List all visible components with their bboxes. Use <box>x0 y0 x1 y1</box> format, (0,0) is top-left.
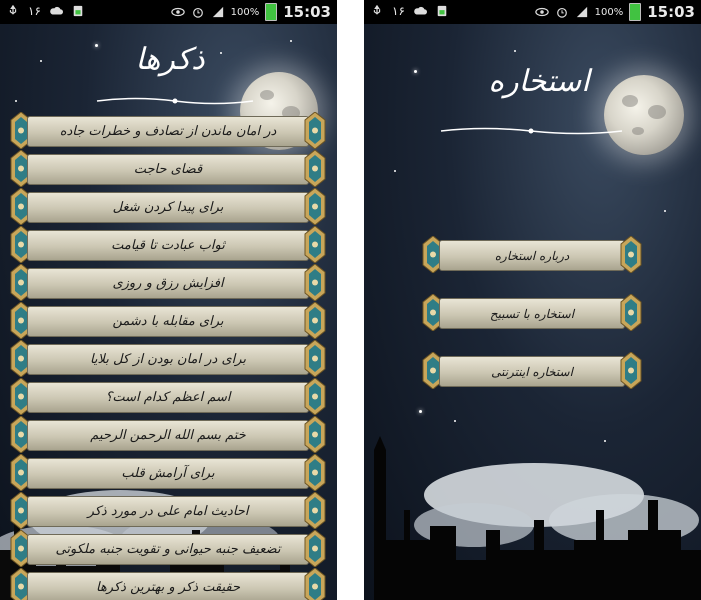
ornament-cap-icon <box>303 530 327 567</box>
star <box>664 210 666 212</box>
title-flourish <box>439 126 624 136</box>
ornament-cap-icon <box>303 340 327 377</box>
ornament-cap-icon <box>619 236 643 273</box>
star <box>15 100 17 102</box>
menu-item-label: برای در امان بودن از کل بلایا <box>27 344 309 375</box>
ornament-cap-icon <box>619 352 643 389</box>
battery-percent: 100% <box>594 6 624 18</box>
page-title: ذکرها <box>135 42 205 77</box>
ornament-cap-icon <box>303 226 327 263</box>
signal-number: ١۶ <box>28 4 41 18</box>
clock: 15:03 <box>647 3 695 21</box>
page-title: استخاره <box>488 64 590 99</box>
star <box>514 50 516 52</box>
menu-item[interactable] <box>9 416 327 453</box>
menu-item[interactable] <box>9 378 327 415</box>
alarm-icon <box>555 6 569 18</box>
ornament-cap-icon <box>303 112 327 149</box>
sim-icon <box>435 5 449 17</box>
usb-icon <box>6 5 20 17</box>
menu-item-label: افزایش رزق و روزی <box>27 268 309 299</box>
menu-item-label: حقیقت ذکر و بهترین ذکرها <box>27 572 309 600</box>
left-phone-screen <box>0 0 337 600</box>
menu-item[interactable] <box>9 530 327 567</box>
menu-item-label: اسم اعظم کدام است؟ <box>27 382 309 413</box>
eye-icon <box>535 6 549 18</box>
menu-item-label: برای پیدا کردن شغل <box>27 192 309 223</box>
signal-number: ١۶ <box>392 4 405 18</box>
ornament-cap-icon <box>303 416 327 453</box>
menu-item[interactable] <box>9 112 327 149</box>
menu-item-label: تضعیف جنبه حیوانی و تقویت جنبه ملکوتی <box>27 534 309 565</box>
menu-item[interactable] <box>9 454 327 491</box>
button-label: استخاره با تسبیح <box>439 298 625 329</box>
status-bar <box>364 0 701 24</box>
menu-item[interactable] <box>9 340 327 377</box>
menu-item-label: ثواب عبادت تا قیامت <box>27 230 309 261</box>
usb-icon <box>370 5 384 17</box>
battery-percent: 100% <box>230 6 260 18</box>
battery-icon <box>629 3 641 21</box>
sim-icon <box>71 5 85 17</box>
menu-item[interactable] <box>9 226 327 263</box>
istikhara-button[interactable] <box>421 294 643 330</box>
menu-item-label: ختم بسم الله الرحمن الرحیم <box>27 420 309 451</box>
menu-item-label: قضای حاجت <box>27 154 309 185</box>
ornament-cap-icon <box>303 492 327 529</box>
ornament-cap-icon <box>303 454 327 491</box>
ornament-cap-icon <box>303 188 327 225</box>
eye-icon <box>171 6 185 18</box>
signal-icon <box>575 6 589 18</box>
menu-item-label: برای مقابله با دشمن <box>27 306 309 337</box>
menu-item[interactable] <box>9 302 327 339</box>
menu-item[interactable] <box>9 492 327 529</box>
istikhara-button[interactable] <box>421 352 643 388</box>
menu-item-label: احادیث امام علی در مورد ذکر <box>27 496 309 527</box>
ornament-cap-icon <box>303 378 327 415</box>
menu-item[interactable] <box>9 568 327 600</box>
star <box>454 420 456 422</box>
signal-icon <box>211 6 225 18</box>
right-phone-screen <box>364 0 701 600</box>
button-label: درباره استخاره <box>439 240 625 271</box>
menu-item[interactable] <box>9 150 327 187</box>
menu-item-label: برای آرامش قلب <box>27 458 309 489</box>
battery-icon <box>265 3 277 21</box>
ornament-cap-icon <box>303 568 327 600</box>
cloud-icon <box>49 5 63 17</box>
ornament-cap-icon <box>619 294 643 331</box>
clock: 15:03 <box>283 3 331 21</box>
menu-item-label: در امان ماندن از تصادف و خطرات جاده <box>27 116 309 147</box>
menu-item[interactable] <box>9 188 327 225</box>
moon-icon <box>604 75 684 155</box>
cloud-icon <box>413 5 427 17</box>
title-flourish <box>95 96 255 106</box>
ornament-cap-icon <box>303 150 327 187</box>
button-label: استخاره اینترنتی <box>439 356 625 387</box>
star <box>394 170 396 172</box>
star <box>419 410 422 413</box>
ornament-cap-icon <box>303 302 327 339</box>
star <box>414 70 417 73</box>
menu-item[interactable] <box>9 264 327 301</box>
mosque-silhouette-icon <box>364 430 701 600</box>
ornament-cap-icon <box>303 264 327 301</box>
status-bar <box>0 0 337 24</box>
star <box>290 40 292 42</box>
dhikr-menu-list <box>9 112 327 600</box>
star <box>40 60 42 62</box>
alarm-icon <box>191 6 205 18</box>
istikhara-button[interactable] <box>421 236 643 272</box>
